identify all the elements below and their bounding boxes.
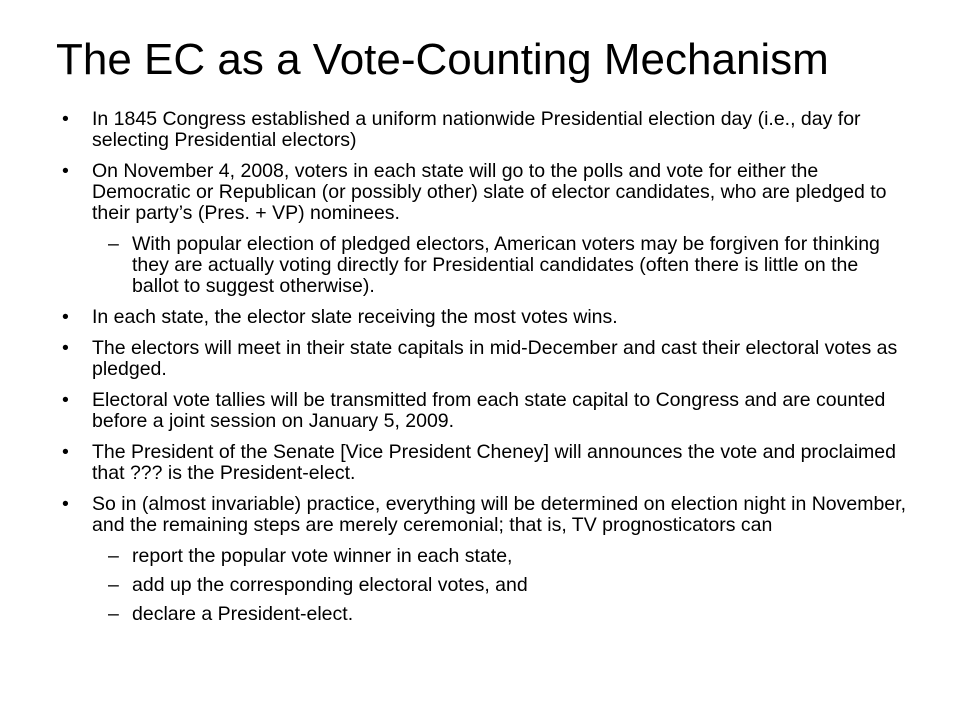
slide-title: The EC as a Vote-Counting Mechanism <box>56 35 829 84</box>
sub-bullet-text: declare a President-elect. <box>132 603 354 625</box>
bullet-marker: • <box>62 441 69 463</box>
dash-marker: – <box>108 603 119 625</box>
bullet-text: In 1845 Congress established a uniform nationwide Presidential election day (i.e., day for selecting Presidential electors) <box>92 108 861 151</box>
bullet-marker: • <box>62 108 69 130</box>
bullet-text: Electoral vote tallies will be transmitted from each state capital to Congress and are counted before a joint session on January 5, 2009. <box>92 389 886 432</box>
dash-marker: – <box>108 545 119 567</box>
sub-bullet-item <box>56 604 906 625</box>
bullet-marker: • <box>62 160 69 182</box>
bullet-item <box>56 307 906 328</box>
bullet-item <box>56 161 906 224</box>
bullet-marker: • <box>62 389 69 411</box>
bullet-marker: • <box>62 337 69 359</box>
bullet-item <box>56 390 906 432</box>
bullet-list <box>56 109 906 633</box>
bullet-text: So in (almost invariable) practice, everything will be determined on election night in November, and the remaining steps are merely ceremonial; that is, TV prognosticators can <box>92 493 906 536</box>
bullet-item <box>56 338 906 380</box>
bullet-text: The electors will meet in their state capitals in mid-December and cast their electoral votes as pledged. <box>92 337 898 380</box>
sub-bullet-text: add up the corresponding electoral votes, and <box>132 574 528 596</box>
dash-marker: – <box>108 233 119 255</box>
bullet-marker: • <box>62 306 69 328</box>
sub-bullet-item <box>56 575 906 596</box>
bullet-item <box>56 442 906 484</box>
sub-bullet-item <box>56 234 906 297</box>
sub-bullet-text: With popular election of pledged electors, American voters may be forgiven for thinking they are actually voting directly for Presidential candidates (often there is little on the ballot to suggest otherwise). <box>132 233 880 297</box>
bullet-item <box>56 109 906 151</box>
bullet-marker: • <box>62 493 69 515</box>
bullet-text: On November 4, 2008, voters in each state will go to the polls and vote for either the Democratic or Republican (or possibly other) slate of elector candidates, who are pledged to their party’s (Pres. + VP) nominees. <box>92 160 887 224</box>
sub-bullet-item <box>56 546 906 567</box>
dash-marker: – <box>108 574 119 596</box>
sub-bullet-text: report the popular vote winner in each state, <box>132 545 513 567</box>
bullet-text: In each state, the elector slate receiving the most votes wins. <box>92 306 618 328</box>
bullet-text: The President of the Senate [Vice President Cheney] will announces the vote and proclaimed that ??? is the President-elect. <box>92 441 896 484</box>
bullet-item <box>56 494 906 536</box>
